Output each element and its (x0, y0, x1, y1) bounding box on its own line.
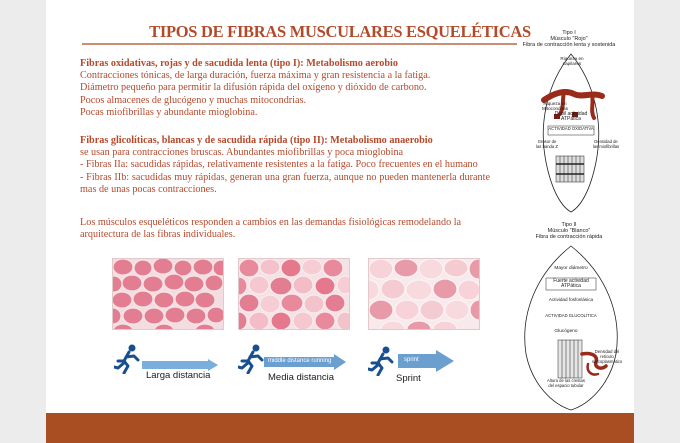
type-ii-title-line: Tipo II (561, 222, 577, 228)
section-type-ii-heading: Fibras glicolíticas, blancas y de sacudida rápida (tipo II): Metabolismo anaerobio (80, 135, 433, 146)
section-type-i (80, 58, 490, 119)
label-glycolytic-activity: ACTIVIDAD GLUCOLÍTICA (545, 313, 597, 318)
section-type-i-line: Contracciones tónicas, de larga duración, fuerza máxima y gran resistencia a la fatiga. (80, 70, 431, 82)
arrow-label-sprint: sprint (404, 357, 419, 363)
label-weak-atpase: Débil actividad ATPática (554, 111, 588, 123)
label-z-band: Grosor de las banda Z (536, 139, 558, 149)
type-i-title-line: Músculo "Rojo" (550, 36, 588, 43)
type-ii-title-line: Fibra de contracción rápida (535, 234, 603, 241)
caption-long-distance: Larga distancia (146, 370, 211, 381)
runner-icon (368, 346, 396, 376)
closing-paragraph: Los músculos esqueléticos responden a cambios en las demandas fisiológicas remodelando la arquitectura de las fibras individuales. (80, 217, 462, 241)
type-ii-title (514, 222, 624, 241)
fiber-cells-mixed (239, 259, 349, 329)
micrograph-sprint (368, 258, 480, 330)
label-strong-atpase: Fuerte actividad ATPática (553, 278, 589, 290)
label-phosphorylase-activity: Actividad fosfonlásica (548, 297, 594, 302)
section-type-ii-line: - Fibras IIb: sacudidas muy rápidas, generan una gran fuerza, aunque no pueden mantenerla durante mas de unas pocas contracciones. (80, 171, 490, 195)
type-i-title-line: Tipo I (562, 30, 576, 36)
micrograph-long-distance (112, 258, 224, 330)
runner-icon (114, 344, 142, 374)
label-larger-diameter: Mayor diámetro (554, 266, 588, 271)
caption-middle-distance: Media distancia (268, 372, 335, 383)
label-mitochondria: Riqueza en Mitocondrias (541, 101, 569, 111)
section-type-ii (80, 135, 490, 196)
section-type-ii-line: se usan para contracciones bruscas. Abundantes miofibrillas y poca mioglobina (80, 147, 404, 159)
fiber-cells-pale (369, 259, 479, 329)
label-sarcoplasmic-reticulum: Densidad del reticulo sarcoplasmático (592, 349, 623, 364)
caption-sprint: Sprint (396, 373, 421, 384)
section-type-i-heading: Fibras oxidativas, rojas y de sacudida lenta (tipo I): Metabolismo aerobio (80, 58, 398, 69)
arrow-label-middle: middle distance running (268, 358, 332, 364)
type-i-title-line: Fibra de contracción lenta y sostenida (522, 42, 616, 49)
title-underline (82, 43, 517, 45)
type-i-title (514, 30, 624, 49)
type-ii-title-line: Músculo "Blanco" (547, 228, 591, 235)
section-type-i-line: Diámetro pequeño para permitir la difusión rápida del oxígeno y dióxido de carbono. (80, 82, 427, 94)
section-type-i-line: Pocas miofibrillas y abundante mioglobina. (80, 106, 258, 118)
label-tubular-crest-height: Altura de las crestas del espacio tubular (547, 378, 585, 388)
label-capillaries: Riqueza en capilares (560, 56, 584, 66)
section-type-ii-line: - Fibras IIa: sacudidas rápidas, relativamente resistentes a la fatiga. Poco frecuentes en el humano (80, 159, 478, 171)
label-oxidative-activity: ACTIVIDAD OXIDATIVA (548, 126, 594, 131)
runner-icon (238, 344, 266, 374)
slide-title: TIPOS DE FIBRAS MUSCULARES ESQUELÉTICAS (149, 22, 531, 41)
footer-bar (46, 413, 634, 443)
label-myofibril-density: Densidad de las miofibrillas (592, 139, 620, 149)
section-type-i-line: Pocos almacenes de glucógeno y muchas mitocondrias. (80, 94, 307, 106)
slide (46, 0, 634, 443)
fiber-cells-dense (113, 259, 223, 329)
label-glycogen: Glucógeno (554, 329, 578, 334)
type-i-fiber-diagram (534, 52, 608, 214)
micrograph-middle-distance (238, 258, 350, 330)
